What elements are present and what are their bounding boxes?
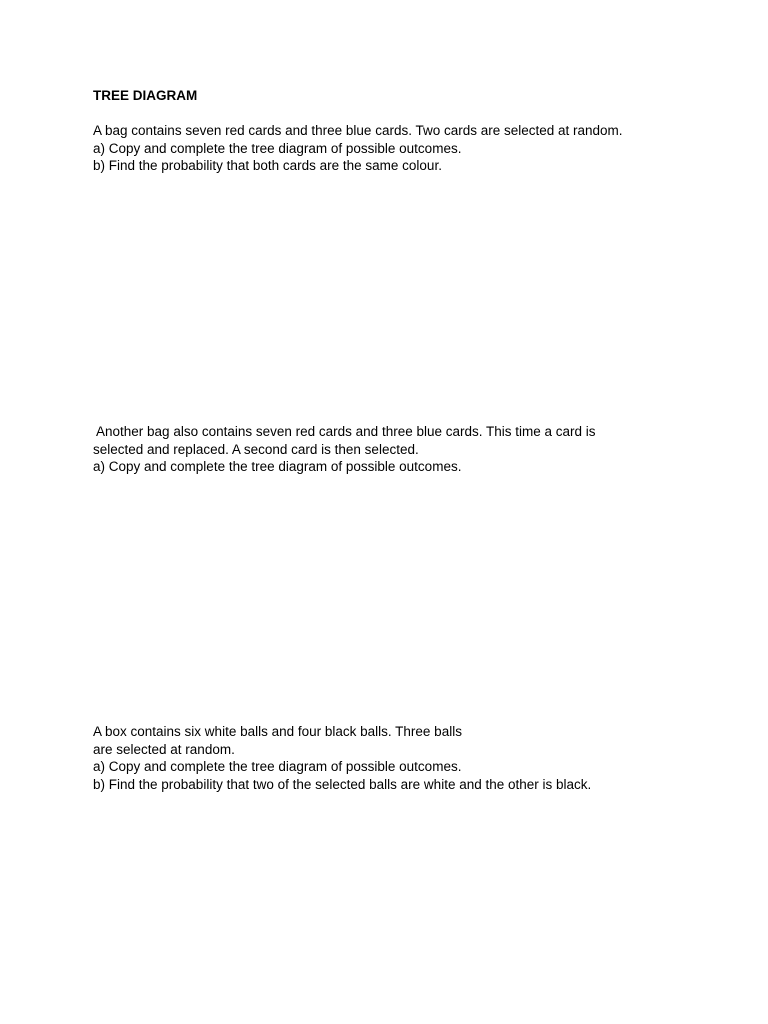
question-1	[93, 122, 623, 175]
question-3-line: are selected at random.	[93, 741, 235, 757]
question-2-line: Another bag also contains seven red cards and three blue cards. This time a card is	[93, 424, 596, 439]
question-2	[93, 423, 596, 476]
question-3-part-a: a) Copy and complete the tree diagram of possible outcomes.	[93, 759, 462, 775]
question-2-part-a: a) Copy and complete the tree diagram of possible outcomes.	[93, 459, 462, 475]
question-3	[93, 723, 591, 794]
document-title: TREE DIAGRAM	[93, 88, 198, 103]
question-1-line: A bag contains seven red cards and three blue cards. Two cards are selected at random.	[93, 123, 623, 138]
question-3-part-b: b) Find the probability that two of the selected balls are white and the other is black.	[93, 777, 592, 793]
question-2-line: selected and replaced. A second card is then selected.	[93, 441, 419, 457]
question-1-part-a: a) Copy and complete the tree diagram of possible outcomes.	[93, 140, 462, 156]
question-3-line: A box contains six white balls and four black balls. Three balls	[93, 724, 462, 739]
question-1-part-b: b) Find the probability that both cards are the same colour.	[93, 158, 442, 174]
